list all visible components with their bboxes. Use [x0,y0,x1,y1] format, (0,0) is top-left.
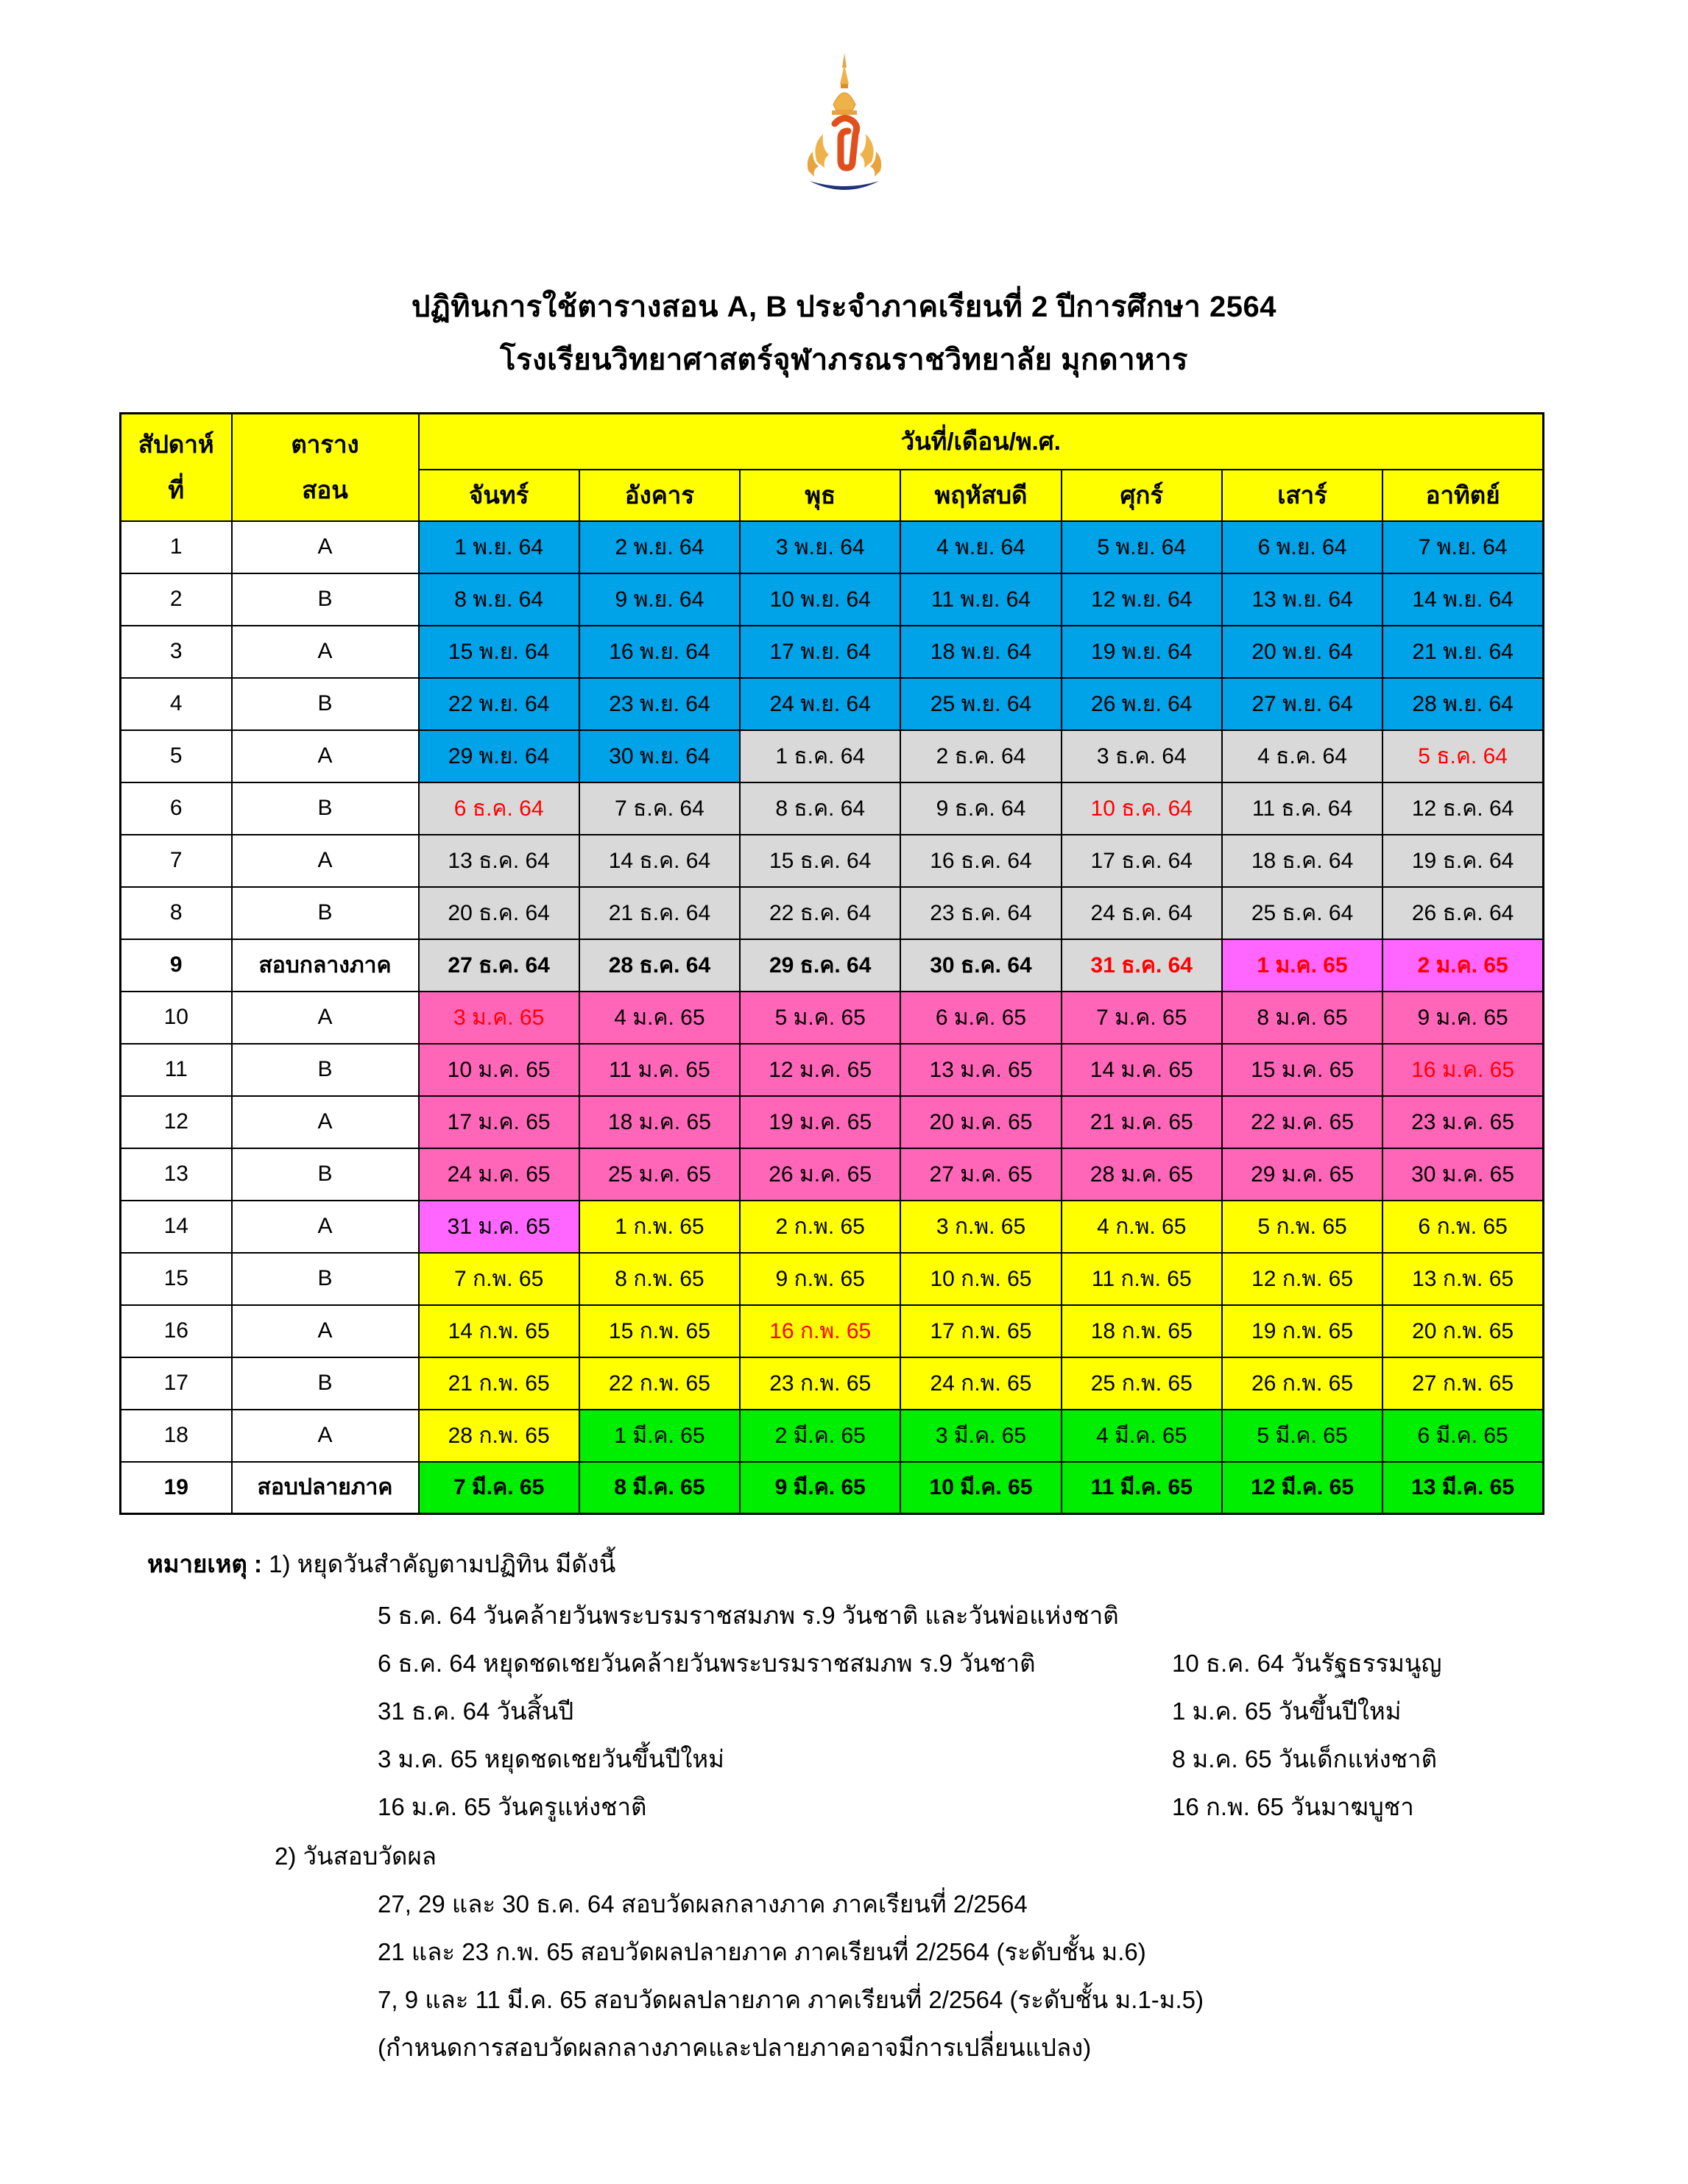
date-cell: 12 พ.ย. 64 [1062,573,1222,626]
date-cell: 28 ม.ค. 65 [1062,1148,1222,1201]
date-cell: 16 พ.ย. 64 [579,626,740,678]
schedule-cell: A [232,1096,419,1148]
date-cell: 8 มี.ค. 65 [579,1462,740,1514]
table-row [121,992,1544,1044]
date-cell: 1 พ.ย. 64 [419,521,579,573]
date-cell: 12 ม.ค. 65 [740,1044,900,1096]
date-cell: 12 มี.ค. 65 [1222,1462,1382,1514]
date-cell: 27 ธ.ค. 64 [419,939,579,992]
date-cell: 10 ม.ค. 65 [419,1044,579,1096]
date-cell: 26 ก.พ. 65 [1222,1357,1382,1410]
calendar-body [121,521,1544,1514]
week-number-cell: 13 [121,1148,232,1201]
week-number-cell: 9 [121,939,232,992]
schedule-cell: A [232,730,419,782]
holiday-note: 16 ม.ค. 65 วันครูแห่งชาติ [378,1793,647,1820]
table-row [121,835,1544,887]
date-cell: 4 ก.พ. 65 [1062,1201,1222,1253]
date-cell: 28 พ.ย. 64 [1382,678,1543,730]
date-cell: 31 ธ.ค. 64 [1062,939,1222,992]
holiday-note: 16 ก.พ. 65 วันมาฆบูชา [1172,1793,1414,1820]
date-cell: 22 ธ.ค. 64 [740,887,900,939]
date-cell: 28 ก.พ. 65 [419,1410,579,1462]
day-header-sunday: อาทิตย์ [1382,470,1543,521]
date-cell: 17 ธ.ค. 64 [1062,835,1222,887]
table-row [121,1096,1544,1148]
date-cell: 10 ธ.ค. 64 [1062,782,1222,835]
week-number-cell: 3 [121,626,232,678]
holiday-note: 5 ธ.ค. 64 วันคล้ายวันพระบรมราชสมภพ ร.9 วันชาติ และวันพ่อแห่งชาติ [378,1602,1119,1629]
holiday-note: 6 ธ.ค. 64 หยุดชดเชยวันคล้ายวันพระบรมราชสมภพ ร.9 วันชาติ [378,1650,1036,1677]
table-row [121,1410,1544,1462]
date-cell: 24 พ.ย. 64 [740,678,900,730]
date-cell: 23 พ.ย. 64 [579,678,740,730]
exam-note: (กำหนดการสอบวัดผลกลางภาคและปลายภาคอาจมีการเปลี่ยนแปลง) [378,2034,1092,2061]
week-header-line2: ที่ [168,476,185,503]
date-cell: 20 ม.ค. 65 [900,1096,1061,1148]
week-column-header [121,414,232,521]
date-cell: 7 ก.พ. 65 [419,1253,579,1305]
date-cell: 25 ก.พ. 65 [1062,1357,1222,1410]
date-cell: 6 ธ.ค. 64 [419,782,579,835]
date-cell: 31 ม.ค. 65 [419,1201,579,1253]
schedule-cell: A [232,992,419,1044]
date-cell: 18 ม.ค. 65 [579,1096,740,1148]
table-row [121,782,1544,835]
notes-header-text: 1) หยุดวันสำคัญตามปฏิทิน มีดังนี้ [269,1550,616,1577]
week-number-cell: 19 [121,1462,232,1514]
date-cell: 28 ธ.ค. 64 [579,939,740,992]
date-cell: 6 พ.ย. 64 [1222,521,1382,573]
date-cell: 9 ก.พ. 65 [740,1253,900,1305]
schedule-header-line1: ตาราง [291,430,359,458]
date-cell: 4 ธ.ค. 64 [1222,730,1382,782]
date-cell: 6 ม.ค. 65 [900,992,1061,1044]
date-cell: 19 ม.ค. 65 [740,1096,900,1148]
date-cell: 2 ม.ค. 65 [1382,939,1543,992]
schedule-cell: A [232,1201,419,1253]
exam-notes-header: 2) วันสอบวัดผล [275,1842,437,1870]
date-cell: 20 พ.ย. 64 [1222,626,1382,678]
week-number-cell: 14 [121,1201,232,1253]
date-cell: 18 ก.พ. 65 [1062,1305,1222,1357]
date-cell: 30 ม.ค. 65 [1382,1148,1543,1201]
schedule-cell: B [232,782,419,835]
date-cell: 5 ม.ค. 65 [740,992,900,1044]
date-cell: 13 พ.ย. 64 [1222,573,1382,626]
holiday-note: 3 ม.ค. 65 หยุดชดเชยวันขึ้นปีใหม่ [378,1745,724,1773]
date-cell: 9 มี.ค. 65 [740,1462,900,1514]
table-row [121,678,1544,730]
date-cell: 5 ก.พ. 65 [1222,1201,1382,1253]
date-cell: 17 ม.ค. 65 [419,1096,579,1148]
date-cell: 21 ก.พ. 65 [419,1357,579,1410]
date-cell: 21 ม.ค. 65 [1062,1096,1222,1148]
exam-note: 7, 9 และ 11 มี.ค. 65 สอบวัดผลปลายภาค ภาคเรียนที่ 2/2564 (ระดับชั้น ม.1-ม.5) [378,1986,1204,2013]
week-number-cell: 8 [121,887,232,939]
date-cell: 11 ธ.ค. 64 [1222,782,1382,835]
date-cell: 6 ก.พ. 65 [1382,1201,1543,1253]
date-cell: 2 ธ.ค. 64 [900,730,1061,782]
date-cell: 27 ม.ค. 65 [900,1148,1061,1201]
week-number-cell: 12 [121,1096,232,1148]
date-cell: 17 ก.พ. 65 [900,1305,1061,1357]
date-cell: 26 ธ.ค. 64 [1382,887,1543,939]
date-cell: 8 พ.ย. 64 [419,573,579,626]
holiday-note: 8 ม.ค. 65 วันเด็กแห่งชาติ [1172,1745,1438,1773]
date-cell: 14 ม.ค. 65 [1062,1044,1222,1096]
schedule-cell: สอบปลายภาค [232,1462,419,1514]
schedule-cell: A [232,626,419,678]
schedule-column-header [232,414,419,521]
date-cell: 26 พ.ย. 64 [1062,678,1222,730]
week-number-cell: 15 [121,1253,232,1305]
date-cell: 5 ธ.ค. 64 [1382,730,1543,782]
date-cell: 9 พ.ย. 64 [579,573,740,626]
date-cell: 3 ม.ค. 65 [419,992,579,1044]
date-cell: 27 พ.ย. 64 [1222,678,1382,730]
date-cell: 25 ม.ค. 65 [579,1148,740,1201]
week-number-cell: 1 [121,521,232,573]
date-cell: 8 ม.ค. 65 [1222,992,1382,1044]
date-cell: 9 ม.ค. 65 [1382,992,1543,1044]
table-row [121,1253,1544,1305]
date-cell: 30 ธ.ค. 64 [900,939,1061,992]
schedule-cell: A [232,1305,419,1357]
schedule-header-line2: สอน [302,476,348,503]
date-cell: 29 พ.ย. 64 [419,730,579,782]
date-cell: 25 พ.ย. 64 [900,678,1061,730]
holiday-note: 1 ม.ค. 65 วันขึ้นปีใหม่ [1172,1697,1402,1725]
school-logo [789,52,900,202]
date-cell: 2 มี.ค. 65 [740,1410,900,1462]
day-header-thursday: พฤหัสบดี [900,470,1061,521]
date-cell: 29 ม.ค. 65 [1222,1148,1382,1201]
date-cell: 3 ธ.ค. 64 [1062,730,1222,782]
date-cell: 11 พ.ย. 64 [900,573,1061,626]
schedule-cell: A [232,521,419,573]
schedule-cell: สอบกลางภาค [232,939,419,992]
school-name: โรงเรียนวิทยาศาสตร์จุฬาภรณราชวิทยาลัย มุกดาหาร [500,344,1188,376]
school-emblem-icon [789,52,900,199]
table-row [121,730,1544,782]
date-cell: 12 ธ.ค. 64 [1382,782,1543,835]
date-cell: 16 ก.พ. 65 [740,1305,900,1357]
table-row [121,1357,1544,1410]
date-cell: 15 พ.ย. 64 [419,626,579,678]
date-cell: 14 ธ.ค. 64 [579,835,740,887]
date-cell: 11 ม.ค. 65 [579,1044,740,1096]
week-number-cell: 2 [121,573,232,626]
date-cell: 1 ม.ค. 65 [1222,939,1382,992]
table-row [121,1462,1544,1514]
date-cell: 27 ก.พ. 65 [1382,1357,1543,1410]
date-cell: 16 ธ.ค. 64 [900,835,1061,887]
holiday-note: 31 ธ.ค. 64 วันสิ้นปี [378,1697,574,1725]
date-cell: 24 ม.ค. 65 [419,1148,579,1201]
date-cell: 10 มี.ค. 65 [900,1462,1061,1514]
week-number-cell: 4 [121,678,232,730]
date-cell: 15 ม.ค. 65 [1222,1044,1382,1096]
date-cell: 22 พ.ย. 64 [419,678,579,730]
notes-label: หมายเหตุ : [147,1550,262,1577]
exam-note: 27, 29 และ 30 ธ.ค. 64 สอบวัดผลกลางภาค ภาคเรียนที่ 2/2564 [378,1890,1028,1918]
week-number-cell: 18 [121,1410,232,1462]
date-cell: 26 ม.ค. 65 [740,1148,900,1201]
table-row [121,887,1544,939]
day-header-monday: จันทร์ [419,470,579,521]
date-cell: 5 พ.ย. 64 [1062,521,1222,573]
date-cell: 15 ก.พ. 65 [579,1305,740,1357]
date-cell: 20 ธ.ค. 64 [419,887,579,939]
date-cell: 21 พ.ย. 64 [1382,626,1543,678]
date-cell: 23 ธ.ค. 64 [900,887,1061,939]
schedule-cell: B [232,1148,419,1201]
date-cell: 29 ธ.ค. 64 [740,939,900,992]
table-row [121,626,1544,678]
day-header-friday: ศุกร์ [1062,470,1222,521]
day-header-tuesday: อังคาร [579,470,740,521]
date-cell: 12 ก.พ. 65 [1222,1253,1382,1305]
day-header-saturday: เสาร์ [1222,470,1382,521]
schedule-cell: B [232,678,419,730]
date-cell: 4 พ.ย. 64 [900,521,1061,573]
table-row [121,1044,1544,1096]
schedule-cell: B [232,1253,419,1305]
date-cell: 7 ธ.ค. 64 [579,782,740,835]
date-cell: 16 ม.ค. 65 [1382,1044,1543,1096]
date-cell: 22 ม.ค. 65 [1222,1096,1382,1148]
date-cell: 15 ธ.ค. 64 [740,835,900,887]
date-cell: 20 ก.พ. 65 [1382,1305,1543,1357]
date-group-header: วันที่/เดือน/พ.ศ. [419,414,1544,470]
date-cell: 1 มี.ค. 65 [579,1410,740,1462]
schedule-cell: B [232,1357,419,1410]
date-cell: 22 ก.พ. 65 [579,1357,740,1410]
table-row [121,1305,1544,1357]
date-cell: 8 ธ.ค. 64 [740,782,900,835]
schedule-cell: B [232,573,419,626]
schedule-cell: B [232,1044,419,1096]
date-cell: 7 พ.ย. 64 [1382,521,1543,573]
schedule-cell: B [232,887,419,939]
date-cell: 1 ก.พ. 65 [579,1201,740,1253]
date-cell: 24 ก.พ. 65 [900,1357,1061,1410]
date-cell: 3 มี.ค. 65 [900,1410,1061,1462]
calendar-table [119,412,1544,1515]
day-header-wednesday: พุธ [740,470,900,521]
week-number-cell: 16 [121,1305,232,1357]
week-number-cell: 11 [121,1044,232,1096]
date-cell: 2 พ.ย. 64 [579,521,740,573]
date-cell: 13 ธ.ค. 64 [419,835,579,887]
schedule-cell: A [232,835,419,887]
date-cell: 25 ธ.ค. 64 [1222,887,1382,939]
date-cell: 18 ธ.ค. 64 [1222,835,1382,887]
date-cell: 13 มี.ค. 65 [1382,1462,1543,1514]
week-number-cell: 6 [121,782,232,835]
date-cell: 17 พ.ย. 64 [740,626,900,678]
date-cell: 6 มี.ค. 65 [1382,1410,1543,1462]
week-number-cell: 5 [121,730,232,782]
date-cell: 2 ก.พ. 65 [740,1201,900,1253]
date-cell: 4 ม.ค. 65 [579,992,740,1044]
table-row [121,1148,1544,1201]
week-header-line1: สัปดาห์ [138,430,214,458]
date-cell: 10 ก.พ. 65 [900,1253,1061,1305]
date-cell: 19 ธ.ค. 64 [1382,835,1543,887]
date-cell: 13 ม.ค. 65 [900,1044,1061,1096]
week-number-cell: 7 [121,835,232,887]
week-number-cell: 17 [121,1357,232,1410]
date-cell: 4 มี.ค. 65 [1062,1410,1222,1462]
date-cell: 3 ก.พ. 65 [900,1201,1061,1253]
date-cell: 23 ก.พ. 65 [740,1357,900,1410]
date-cell: 14 พ.ย. 64 [1382,573,1543,626]
date-cell: 13 ก.พ. 65 [1382,1253,1543,1305]
date-cell: 7 มี.ค. 65 [419,1462,579,1514]
date-cell: 30 พ.ย. 64 [579,730,740,782]
date-cell: 9 ธ.ค. 64 [900,782,1061,835]
date-cell: 7 ม.ค. 65 [1062,992,1222,1044]
holiday-note: 10 ธ.ค. 64 วันรัฐธรรมนูญ [1172,1650,1442,1677]
date-cell: 21 ธ.ค. 64 [579,887,740,939]
exam-note: 21 และ 23 ก.พ. 65 สอบวัดผลปลายภาค ภาคเรียนที่ 2/2564 (ระดับชั้น ม.6) [378,1938,1146,1965]
date-cell: 3 พ.ย. 64 [740,521,900,573]
table-row [121,939,1544,992]
schedule-cell: A [232,1410,419,1462]
date-cell: 8 ก.พ. 65 [579,1253,740,1305]
table-row [121,573,1544,626]
date-cell: 5 มี.ค. 65 [1222,1410,1382,1462]
date-cell: 18 พ.ย. 64 [900,626,1061,678]
table-row [121,521,1544,573]
date-cell: 24 ธ.ค. 64 [1062,887,1222,939]
date-cell: 14 ก.พ. 65 [419,1305,579,1357]
date-cell: 11 ก.พ. 65 [1062,1253,1222,1305]
notes-header [147,1544,615,1583]
date-cell: 19 ก.พ. 65 [1222,1305,1382,1357]
date-cell: 1 ธ.ค. 64 [740,730,900,782]
page-title: ปฏิทินการใช้ตารางสอน A, B ประจำภาคเรียนที่ 2 ปีการศึกษา 2564 [412,291,1276,323]
date-cell: 10 พ.ย. 64 [740,573,900,626]
date-cell: 11 มี.ค. 65 [1062,1462,1222,1514]
table-row [121,1201,1544,1253]
date-cell: 19 พ.ย. 64 [1062,626,1222,678]
date-cell: 23 ม.ค. 65 [1382,1096,1543,1148]
week-number-cell: 10 [121,992,232,1044]
